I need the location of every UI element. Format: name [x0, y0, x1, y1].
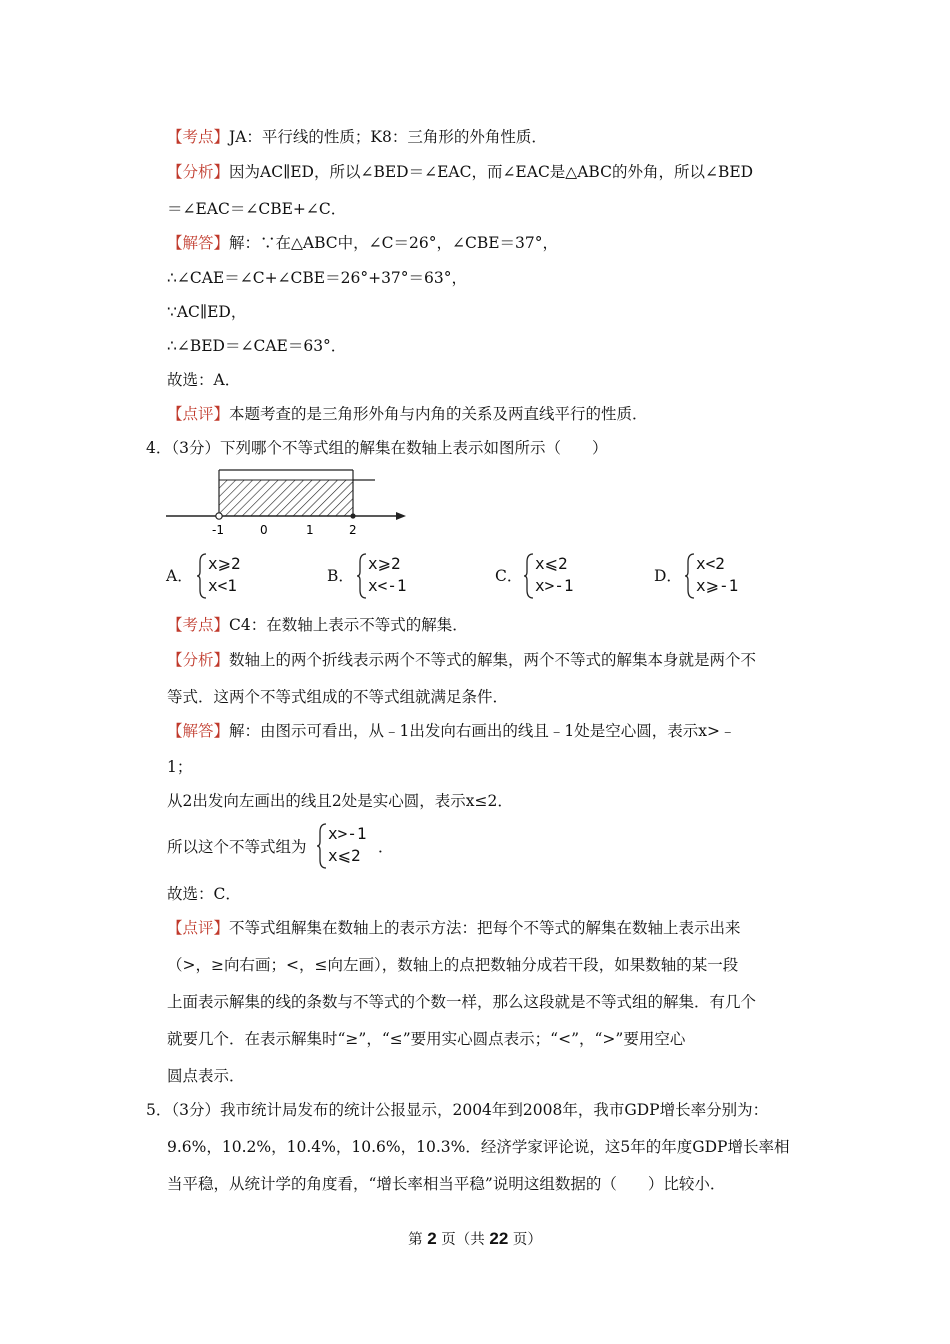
ineq-2: x>-1 [535, 576, 574, 595]
step-text: ∵AC∥ED， [167, 303, 247, 321]
kaodian-line-4 [167, 614, 468, 636]
conclusion-line-4 [167, 836, 307, 858]
fenxi-text: 因为AC∥ED，所以∠BED＝∠EAC，而∠EAC是△ABC的外角，所以∠BED [229, 163, 754, 181]
question-text: 当平稳，从统计学的角度看，“增长率相当平稳”说明这组数据的（ ）比较小． [167, 1175, 726, 1193]
dianping-text: 本题考查的是三角形外角与内角的关系及两直线平行的性质． [229, 405, 648, 423]
option-d-system [696, 553, 738, 597]
ineq-1: x⩽2 [535, 554, 568, 573]
hatched-region [219, 480, 353, 516]
option-b-system [368, 553, 407, 597]
ineq-1: x>-1 [328, 824, 367, 843]
kaodian-tag: 【考点】 [167, 616, 230, 634]
dianping-line-4b [167, 954, 738, 976]
page-footer [0, 1228, 950, 1249]
fenxi-tag: 【分析】 [167, 163, 230, 181]
option-a-system [208, 553, 241, 597]
footer-prefix: 第 [408, 1232, 428, 1248]
dianping-tag: 【点评】 [167, 919, 230, 937]
dianping-tag: 【点评】 [167, 405, 230, 423]
brace-a [196, 552, 208, 600]
dianping-line-4d [167, 1028, 685, 1050]
kaodian-text: C4：在数轴上表示不等式的解集． [229, 616, 468, 634]
answer-line-4 [167, 883, 241, 905]
dianping-text: 不等式组解集在数轴上的表示方法：把每个不等式的解集在数轴上表示出来 [229, 919, 741, 937]
conclusion-period: ． [378, 838, 394, 856]
option-a-label: A． [166, 567, 193, 585]
footer-total-pages: 22 [489, 1229, 509, 1248]
question-text: 5．（3分）我市统计局发布的统计公报显示，2004年到2008年，我市GDP增长率分别为： [146, 1101, 769, 1119]
tick-label-2: 2 [349, 523, 357, 537]
step-text: ∴∠CAE＝∠C+∠CBE＝26°+37°＝63°， [167, 269, 468, 287]
tick-label-0: 0 [260, 523, 268, 537]
dianping-text-cont: 就要几个．在表示解集时“≥”，“≤”要用实心圆点表示；“<”，“>”要用空心 [167, 1030, 686, 1048]
question-5-line2 [167, 1136, 789, 1158]
kaodian-tag: 【考点】 [167, 128, 230, 146]
answer-line-3 [167, 369, 240, 391]
question-5-line1 [146, 1099, 768, 1121]
fenxi-text: 数轴上的两个折线表示两个不等式的解集，两个不等式的解集本身就是两个不 [229, 651, 757, 669]
footer-suffix: 页） [508, 1232, 542, 1248]
brace-conclusion [316, 822, 328, 870]
jieda-step-3 [167, 335, 346, 357]
dianping-text-cont: 上面表示解集的线的条数与不等式的个数一样，那么这段就是不等式组的解集．有几个 [167, 993, 757, 1011]
jieda-tag: 【解答】 [167, 234, 230, 252]
jieda-line-4c [167, 790, 513, 812]
fenxi-tag: 【分析】 [167, 651, 230, 669]
option-c-label: C． [495, 567, 523, 585]
jieda-step-2 [167, 301, 246, 323]
jieda-line-4a [167, 720, 735, 742]
ineq-1: x⩾2 [208, 554, 241, 573]
question-5-line3 [167, 1173, 725, 1195]
fenxi-text-cont: ＝∠EAC＝∠CBE+∠C． [167, 200, 347, 218]
option-b-label: B． [327, 567, 354, 585]
ineq-2: x⩽2 [328, 846, 361, 865]
kaodian-text: JA：平行线的性质；K8：三角形的外角性质． [229, 128, 547, 146]
fenxi-text-cont: 等式．这两个不等式组成的不等式组就满足条件． [167, 688, 509, 706]
jieda-text: 解：∵在△ABC中，∠C＝26°，∠CBE＝37°， [229, 234, 559, 252]
brace-b [356, 552, 368, 600]
ineq-2: x<1 [208, 576, 237, 595]
brace-c [523, 552, 535, 600]
ineq-1: x<2 [696, 554, 725, 573]
conclusion-text: 所以这个不等式组为 [167, 838, 307, 856]
axis-arrow [396, 512, 406, 520]
option-c-system [535, 553, 574, 597]
number-line-figure [160, 462, 420, 542]
question-text: 9.6%，10.2%，10.4%，10.6%，10.3%．经济学家评论说，这5年的年度GDP增长率相 [167, 1138, 790, 1156]
fenxi-line-3a [167, 161, 753, 183]
conclusion-system [328, 823, 367, 867]
answer-text: 故选：A． [167, 371, 241, 389]
jieda-text-cont: 1； [167, 758, 193, 776]
tick-label-1: 1 [306, 523, 314, 537]
dianping-text-cont: （>，≥向右画；<，≤向左画），数轴上的点把数轴分成若干段，如果数轴的某一段 [167, 956, 739, 974]
footer-page-number: 2 [427, 1229, 437, 1248]
ineq-2: x⩾-1 [696, 576, 739, 595]
kaodian-line-3 [167, 126, 547, 148]
tick-label-neg1: -1 [212, 523, 224, 537]
dianping-line-4c [167, 991, 756, 1013]
question-4-stem [146, 437, 607, 459]
dianping-text-cont: 圆点表示． [167, 1067, 245, 1085]
jieda-tag: 【解答】 [167, 722, 230, 740]
dianping-line-4e [167, 1065, 245, 1087]
fenxi-line-4a [167, 649, 756, 671]
answer-text: 故选：C． [167, 885, 241, 903]
dianping-line-3 [167, 403, 648, 425]
footer-middle: 页（共 [436, 1232, 490, 1248]
option-d-label: D． [654, 567, 682, 585]
jieda-text: 解：由图示可看出，从﹣1出发向右画出的线且﹣1处是空心圆，表示x>﹣ [229, 722, 736, 740]
brace-d [684, 552, 696, 600]
step-text: ∴∠BED＝∠CAE＝63°． [167, 337, 347, 355]
dianping-line-4a [167, 917, 741, 939]
jieda-line-4b [167, 756, 192, 778]
jieda-line-3 [167, 232, 558, 254]
ineq-1: x⩾2 [368, 554, 401, 573]
hollow-point [216, 513, 222, 519]
solid-point [350, 513, 355, 518]
fenxi-line-3b [167, 198, 346, 220]
question-text: 4．（3分）下列哪个不等式组的解集在数轴上表示如图所示（ ） [146, 439, 608, 457]
jieda-text-cont: 从2出发向左画出的线且2处是实心圆，表示x≤2． [167, 792, 513, 810]
fenxi-line-4b [167, 686, 508, 708]
jieda-step-1 [167, 267, 467, 289]
ineq-2: x<-1 [368, 576, 407, 595]
